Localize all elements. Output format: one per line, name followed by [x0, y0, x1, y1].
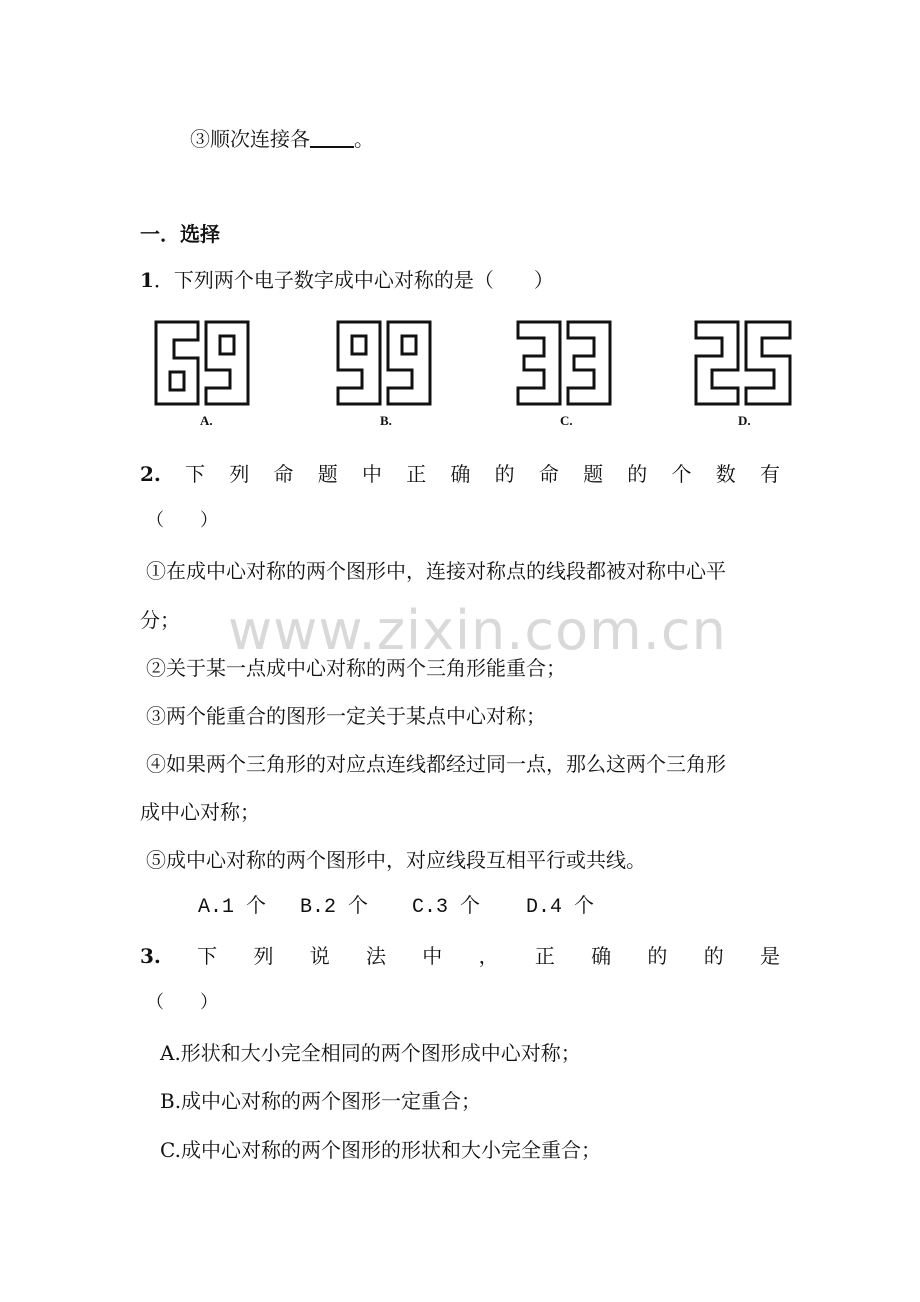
question-3-paren: （ ）: [146, 992, 218, 1013]
question-3-option-b: B.成中心对称的两个图形一定重合；: [160, 1089, 482, 1113]
section-title: 一．选择: [140, 222, 220, 246]
answer-blank: [310, 128, 354, 148]
question-3-char: 法: [366, 944, 387, 968]
question-2-paren: （ ）: [146, 510, 218, 531]
question-2-char: 命: [273, 462, 294, 486]
question-3-char: 说: [309, 944, 330, 968]
question-3-char: 的: [647, 944, 668, 968]
question-2-char: 有: [759, 462, 780, 486]
question-1-text: ．下列两个电子数字成中心对称的是（ ）: [153, 268, 554, 292]
intro-end: 。: [354, 127, 374, 151]
option-a-label: A.: [200, 413, 213, 428]
option-b-label: B.: [380, 413, 392, 428]
question-1-number: 1: [140, 268, 154, 292]
question-2-char: 确: [450, 462, 471, 486]
question-2-option-c: C.3 个: [412, 896, 481, 919]
question-3-option-c: C.成中心对称的两个图形的形状和大小完全重合；: [160, 1138, 601, 1162]
option-b-digits-figure: [332, 318, 436, 408]
question-2-statement: ⑤成中心对称的两个图形中，对应线段互相平行或共线。: [146, 848, 646, 872]
question-2-statement: 分；: [140, 608, 180, 632]
question-3-number: 3.: [140, 944, 161, 968]
option-a-digits-figure: [150, 318, 254, 408]
question-3-char: 确: [591, 944, 612, 968]
question-2-option-a: A.1 个: [198, 896, 267, 919]
question-2-option-d: D.4 个: [526, 896, 595, 919]
question-2-statement: ②关于某一点成中心对称的两个三角形能重合；: [146, 656, 566, 680]
question-2-statement: ③两个能重合的图形一定关于某点中心对称；: [146, 704, 546, 728]
question-2-char: 中: [361, 462, 382, 486]
question-3-char: 中: [422, 944, 443, 968]
question-1: [140, 270, 554, 290]
option-d-label: D.: [738, 413, 751, 428]
question-3-char: 下: [197, 944, 218, 968]
question-2-char: 题: [317, 462, 338, 486]
question-2-char: 数: [715, 462, 736, 486]
intro-text: ③顺次连接各: [190, 127, 310, 151]
question-2-statement: ④如果两个三角形的对应点连线都经过同一点，那么这两个三角形: [146, 752, 726, 776]
watermark: www.zixin.com.cn: [228, 599, 727, 662]
question-2-char: 个: [671, 462, 692, 486]
question-2-header: [140, 464, 780, 484]
question-3-header: [140, 946, 780, 966]
question-2-char: 正: [406, 462, 427, 486]
option-d-digits-figure: [690, 318, 796, 408]
option-c-digits-figure: [512, 318, 616, 408]
question-2-char: 的: [627, 462, 648, 486]
question-2-char: 的: [494, 462, 515, 486]
question-3-option-a: A.形状和大小完全相同的两个图形成中心对称；: [160, 1041, 581, 1065]
question-2-char: 下: [185, 462, 206, 486]
question-2-number: 2.: [140, 462, 161, 486]
question-2-statement: ①在成中心对称的两个图形中，连接对称点的线段都被对称中心平: [146, 559, 726, 583]
question-2-char: 题: [583, 462, 604, 486]
question-3-char: 是: [759, 944, 780, 968]
intro-line: [190, 128, 374, 149]
question-2-char: 命: [538, 462, 559, 486]
question-3-char: ，: [478, 944, 499, 968]
question-3-char: 的: [703, 944, 724, 968]
option-c-label: C.: [560, 413, 573, 428]
question-2-char: 列: [229, 462, 250, 486]
question-2-option-b: B.2 个: [300, 896, 369, 919]
question-3-char: 正: [534, 944, 555, 968]
question-3-char: 列: [253, 944, 274, 968]
question-2-statement: 成中心对称；: [140, 800, 260, 824]
